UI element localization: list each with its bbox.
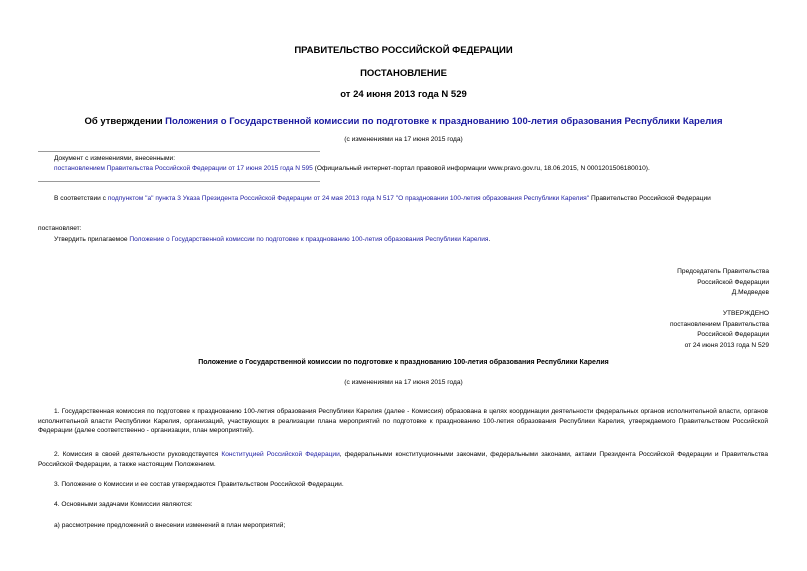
divider-top	[38, 151, 320, 152]
regulation-title-link[interactable]: Положения о Государственной комиссии по подготовке к празднованию 100-летия образования Республики Карелия	[165, 116, 723, 127]
clause-2-suffix: , федеральными конституционными законами, федеральными законами, актами Президента Российской Федерации и Правительства Российской Федерации, а также настоящим Положением.	[38, 451, 768, 468]
document-title-prefix: Об утверждении	[84, 116, 166, 127]
amending-decree-link[interactable]: постановлением Правительства Российской Федерации от 17 июня 2015 года N 595	[54, 165, 313, 172]
signature-country: Российской Федерации	[697, 278, 769, 286]
decree-suffix: .	[488, 236, 491, 243]
preamble-suffix: Правительство Российской Федерации	[589, 195, 711, 202]
approval-country: Российской Федерации	[697, 331, 769, 338]
signature-name: Д.Медведев	[731, 289, 769, 296]
clause-3: 3. Положение о Комиссии и ее состав утверждаются Правительством Российской Федерации.	[54, 481, 344, 488]
changes-line	[54, 165, 650, 172]
signature-block	[677, 267, 769, 299]
clause-2	[38, 450, 768, 469]
regulation-heading: Положение о Государственной комиссии по подготовке к празднованию 100-летия образования Республики Карелия	[198, 359, 609, 366]
clause-4a: а) рассмотрение предложений о внесении изменений в план мероприятий;	[54, 522, 286, 529]
document-title	[0, 116, 807, 127]
approval-word: УТВЕРЖДЕНО	[722, 310, 769, 317]
divider-bottom	[38, 181, 320, 182]
preamble-paragraph	[38, 194, 768, 204]
approval-date: от 24 июня 2013 года N 529	[684, 341, 769, 349]
decree-paragraph	[54, 236, 490, 243]
clause-2-prefix: 2. Комиссия в своей деятельности руководствуется	[54, 451, 222, 458]
constitution-link[interactable]: Конституцией Российской Федерации	[221, 451, 340, 458]
signature-position: Председатель Правительства	[677, 268, 769, 275]
preamble-prefix: В соответствии с	[54, 195, 108, 202]
changes-heading: Документ с изменениями, внесенными:	[54, 155, 176, 162]
changes-source: (Официальный интернет-портал правовой информации www.pravo.gov.ru, 18.06.2015, N 0001201506180010).	[312, 165, 650, 172]
decree-word: постановляет:	[38, 225, 82, 232]
approval-stamp	[670, 309, 769, 351]
clause-1: 1. Государственная комиссия по подготовке к празднованию 100-летия образования Республики Карелия (далее - Комиссия) образована в целях координации деятельности федеральных органов исполнительной власти, органов исполнительной власти Республики Карелия, организаций, участвующих в реализации плана мероприятий по подготовке к празднованию 100-летия образования Республики Карелия, утверждаемого Правительством Российской Федерации (далее соответственно - организации, план мероприятий).	[38, 408, 768, 434]
government-heading: ПРАВИТЕЛЬСТВО РОССИЙСКОЙ ФЕДЕРАЦИИ	[294, 45, 513, 56]
decree-prefix: Утвердить прилагаемое	[54, 236, 130, 243]
regulation-amendments-note: (с изменениями на 17 июня 2015 года)	[344, 379, 463, 386]
approval-by: постановлением Правительства	[669, 320, 769, 328]
presidential-decree-link[interactable]: подпунктом "а" пункта 3 Указа Президента Российской Федерации от 24 мая 2013 года N 517 "О праздновании 100-летия образования Республики Карелия"	[107, 195, 590, 202]
regulation-link[interactable]: Положение о Государственной комиссии по подготовке к празднованию 100-летия образования Республики Карелия	[129, 236, 489, 243]
document-type: ПОСТАНОВЛЕНИЕ	[360, 68, 447, 79]
document-date-number: от 24 июня 2013 года N 529	[340, 89, 467, 100]
amendments-note: (с изменениями на 17 июня 2015 года)	[344, 136, 463, 143]
clause-4: 4. Основными задачами Комиссии являются:	[54, 501, 193, 508]
